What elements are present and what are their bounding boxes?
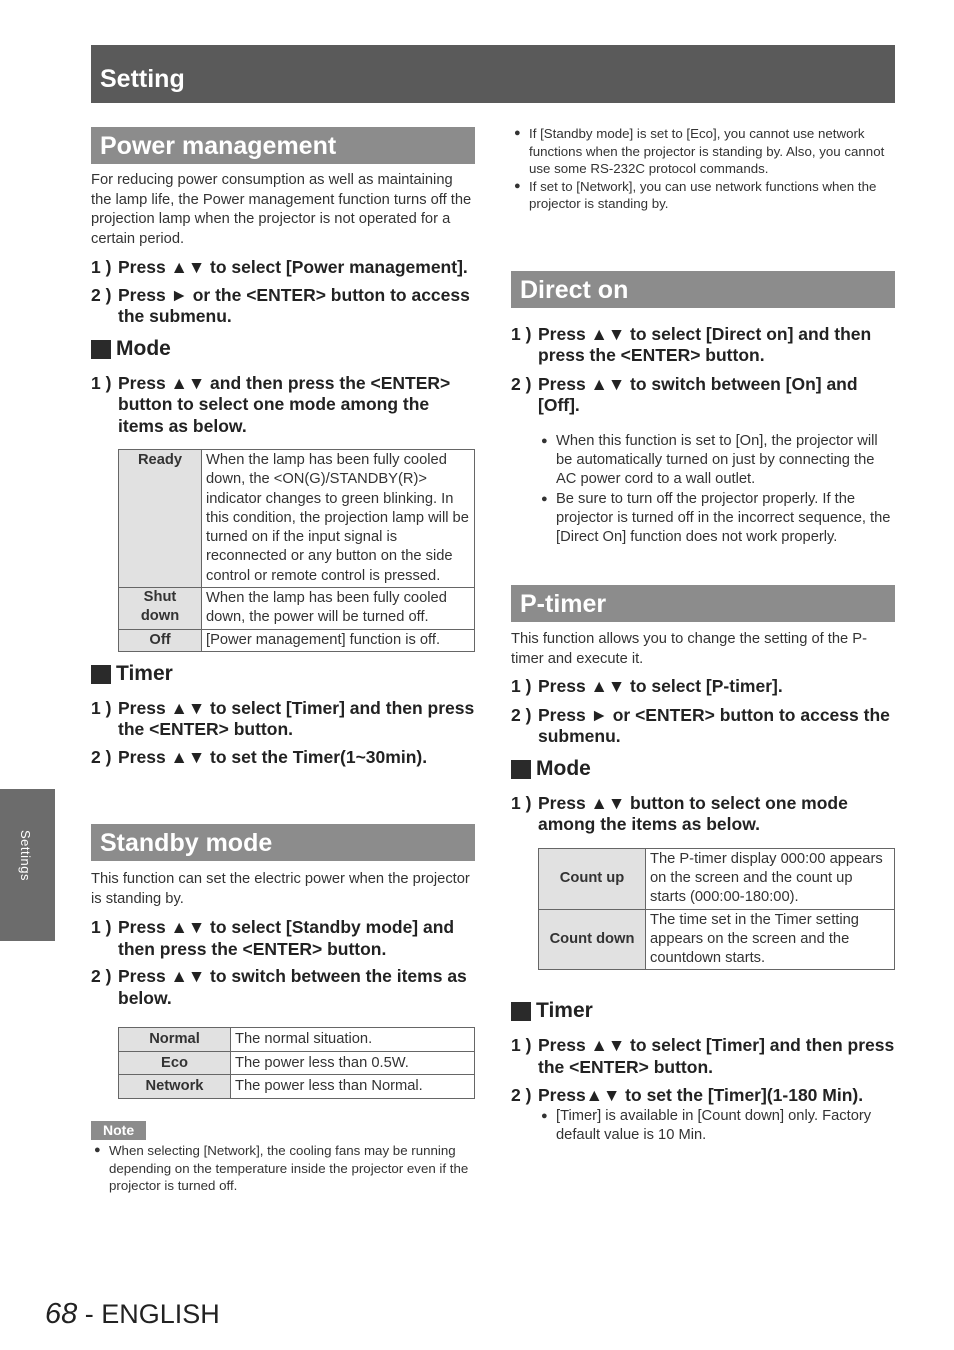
page-title: Setting xyxy=(100,65,185,93)
table-row xyxy=(119,629,475,651)
table-row xyxy=(119,450,475,588)
step-number: 1 ) xyxy=(511,323,532,344)
section-power-management-title: Power management xyxy=(91,127,475,164)
table-key: Ready xyxy=(119,450,202,588)
step-number: 2 ) xyxy=(511,373,532,394)
direct-on-step-2 xyxy=(511,374,895,417)
standby-table xyxy=(118,1027,475,1099)
square-icon xyxy=(91,340,111,359)
table-row xyxy=(539,909,895,970)
step-text: Press ▲▼ to select [Timer] and then press the <ENTER> button. xyxy=(538,1035,895,1077)
power-mode-step-1 xyxy=(91,373,475,438)
table-row xyxy=(119,1051,475,1075)
section-p-timer-title: P-timer xyxy=(511,585,895,622)
step-number: 1 ) xyxy=(511,676,532,697)
p-timer-timer-step-2 xyxy=(511,1085,895,1107)
step-text: Press ▲▼ and then press the <ENTER> button to select one mode among the items as below. xyxy=(118,372,451,436)
p-timer-mode-step-1 xyxy=(511,793,895,836)
table-value: When the lamp has been fully cooled down, the power will be turned off. xyxy=(202,588,475,630)
bullet-icon: ● xyxy=(514,127,521,139)
square-icon xyxy=(511,760,531,779)
left-column xyxy=(91,127,475,1195)
step-number: 2 ) xyxy=(91,284,112,305)
table-row xyxy=(119,588,475,630)
step-number: 2 ) xyxy=(511,704,532,725)
step-text: Press ▲▼ to select [Timer] and then press the <ENTER> button. xyxy=(118,697,475,740)
power-step-1 xyxy=(91,257,475,279)
bullet-icon: ● xyxy=(94,1143,101,1156)
step-text: Press ▲▼ to set the Timer(1~30min). xyxy=(118,746,428,767)
standby-network-note: ● If set to [Network], you can use network functions when the projector is standing by. xyxy=(514,178,877,212)
standby-step-2 xyxy=(91,966,475,1009)
step-number: 1 ) xyxy=(91,917,112,938)
p-timer-step-2 xyxy=(511,705,895,748)
p-timer-timer-note: ● [Timer] is available in [Count down] only. Factory default value is 10 Min. xyxy=(541,1107,872,1144)
page-number: 68 xyxy=(45,1298,78,1330)
section-standby-mode-title: Standby mode xyxy=(91,824,475,861)
p-timer-step-1 xyxy=(511,676,895,698)
standby-step-1 xyxy=(91,917,475,960)
table-value: [Power management] function is off. xyxy=(202,629,475,651)
power-timer-step-1 xyxy=(91,698,475,741)
p-timer-timer-heading: Timer xyxy=(511,999,895,1023)
table-value: The power less than Normal. xyxy=(231,1075,475,1099)
table-key: Off xyxy=(119,629,202,651)
direct-on-note-1: ● When this function is set to [On], the projector will be automatically turned on just by connecting the AC power cord to a wall outlet. xyxy=(541,432,878,488)
table-value: The time set in the Timer setting appears on the screen and the countdown starts. xyxy=(646,909,895,970)
standby-eco-note: ● If [Standby mode] is set to [Eco], you cannot use network functions when the projector is standing by. Also, you cannot use some RS-232C protocol commands. xyxy=(514,126,885,177)
step-text: Press ▲▼ to select [Standby mode] and then press the <ENTER> button. xyxy=(118,917,455,959)
table-key: Normal xyxy=(119,1028,231,1052)
step-text: Press ▲▼ to switch between [On] and [Off]. xyxy=(538,373,858,416)
standby-note: ● When selecting [Network], the cooling fans may be running depending on the temperature inside the projector even if the projector is turned off. xyxy=(94,1142,469,1194)
p-timer-mode-heading: Mode xyxy=(511,757,895,781)
table-value: When the lamp has been fully cooled down, the <ON(G)/STANDBY(R)> indicator changes to green blinking. In this condition, the projection lamp will be turned on if the input signal is reconnected or any button on the side control or remote control is pressed. xyxy=(202,450,475,588)
note-label: Note xyxy=(91,1121,146,1140)
header-banner xyxy=(91,45,895,103)
direct-on-note-2: ● Be sure to turn off the projector properly. If the projector is turned off in the incorrect sequence, the [Direct On] function does not work properly. xyxy=(541,490,891,545)
page-footer xyxy=(45,1298,220,1331)
footer-language: - ENGLISH xyxy=(77,1299,220,1329)
p-timer-intro: This function allows you to change the setting of the P-timer and execute it. xyxy=(511,631,867,667)
step-number: 1 ) xyxy=(91,257,112,277)
step-number: 2 ) xyxy=(91,966,112,987)
power-management-intro: For reducing power consumption as well as maintaining the lamp life, the Power management function turns off the projection lamp when the projector is not operated for a certain period. xyxy=(91,172,472,247)
step-number: 1 ) xyxy=(511,792,532,813)
side-tab-label: Settings xyxy=(18,830,33,881)
step-text: Press ▲▼ button to select one mode among the items as below. xyxy=(538,792,848,835)
square-icon xyxy=(91,665,111,684)
table-key: Shut down xyxy=(119,588,202,630)
table-value: The P-timer display 000:00 appears on the screen and the count up starts (000:00-180:00). xyxy=(646,848,895,909)
section-direct-on-title: Direct on xyxy=(511,271,895,308)
bullet-icon: ● xyxy=(541,492,548,505)
bullet-icon: ● xyxy=(541,434,548,447)
step-number: 2 ) xyxy=(511,1085,532,1106)
table-value: The power less than 0.5W. xyxy=(231,1051,475,1075)
square-icon xyxy=(511,1002,531,1021)
table-key: Network xyxy=(119,1075,231,1099)
step-number: 1 ) xyxy=(91,372,112,393)
direct-on-step-1 xyxy=(511,324,895,367)
step-number: 1 ) xyxy=(91,697,112,718)
table-value: The normal situation. xyxy=(231,1028,475,1052)
table-row xyxy=(539,848,895,909)
step-text: Press▲▼ to set the [Timer](1-180 Min). xyxy=(538,1085,864,1106)
power-mode-heading: Mode xyxy=(91,337,475,361)
standby-intro: This function can set the electric power when the projector is standing by. xyxy=(91,871,470,907)
step-text: Press ▲▼ to select [Power management]. xyxy=(118,257,468,277)
table-key: Count up xyxy=(539,848,646,909)
step-text: Press ▲▼ to select [P-timer]. xyxy=(538,676,783,697)
right-column xyxy=(511,127,895,1145)
step-text: Press ▲▼ to select [Direct on] and then press the <ENTER> button. xyxy=(538,323,872,366)
step-number: 1 ) xyxy=(511,1035,532,1056)
power-step-2 xyxy=(91,285,475,328)
table-row xyxy=(119,1028,475,1052)
power-timer-heading: Timer xyxy=(91,662,475,686)
direct-on-notes xyxy=(538,432,895,547)
table-row xyxy=(119,1075,475,1099)
p-timer-timer-step-1 xyxy=(511,1035,895,1078)
table-key: Eco xyxy=(119,1051,231,1075)
power-timer-step-2 xyxy=(91,747,475,769)
step-text: Press ► or <ENTER> button to access the submenu. xyxy=(538,704,890,747)
step-text: Press ▲▼ to switch between the items as below. xyxy=(118,966,467,1008)
power-mode-table xyxy=(118,449,475,652)
step-number: 2 ) xyxy=(91,746,112,767)
bullet-icon: ● xyxy=(541,1109,548,1122)
step-text: Press ► or the <ENTER> button to access the submenu. xyxy=(118,284,470,326)
table-key: Count down xyxy=(539,909,646,970)
p-timer-mode-table xyxy=(538,848,895,971)
bullet-icon: ● xyxy=(514,179,521,192)
